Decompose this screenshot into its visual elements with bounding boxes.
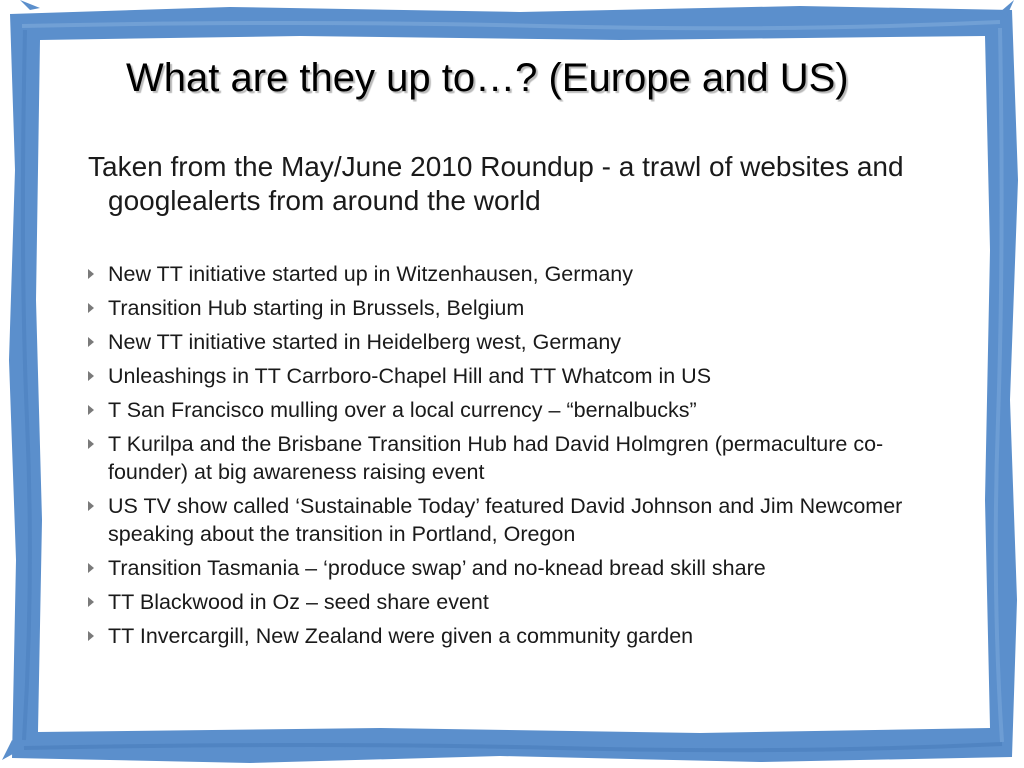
bullet-item [88, 492, 948, 548]
bullet-text: TT Blackwood in Oz – seed share event [108, 590, 489, 614]
triangle-right-icon [88, 269, 94, 279]
bullet-item [88, 588, 948, 616]
bullet-text: T Kurilpa and the Brisbane Transition Hub had David Holmgren (permaculture co-founder) at big awareness raising event [108, 432, 884, 484]
triangle-right-icon [88, 501, 94, 511]
bullet-text: Unleashings in TT Carrboro-Chapel Hill and TT Whatcom in US [108, 364, 712, 388]
bullet-item [88, 328, 948, 356]
bullet-text: TT Invercargill, New Zealand were given a community garden [108, 624, 694, 648]
bullet-item [88, 260, 948, 288]
intro-paragraph: Taken from the May/June 2010 Roundup - a trawl of websites and googlealerts from around the world [88, 151, 904, 216]
triangle-right-icon [88, 439, 94, 449]
bullet-item [88, 430, 948, 486]
triangle-right-icon [88, 631, 94, 641]
triangle-right-icon [88, 405, 94, 415]
slide-body [88, 150, 948, 656]
bullet-text: New TT initiative started in Heidelberg west, Germany [108, 330, 622, 354]
bullet-text: US TV show called ‘Sustainable Today’ featured David Johnson and Jim Newcomer speaking about the transition in Portland, Oregon [108, 494, 903, 546]
bullet-text: T San Francisco mulling over a local currency – “bernalbucks” [108, 398, 697, 422]
triangle-right-icon [88, 337, 94, 347]
bullet-item [88, 396, 948, 424]
slide-title: What are they up to…? (Europe and US) [126, 56, 849, 100]
triangle-right-icon [88, 303, 94, 313]
bullet-item [88, 294, 948, 322]
bullet-item [88, 362, 948, 390]
triangle-right-icon [88, 563, 94, 573]
bullet-item [88, 622, 948, 650]
bullet-list [88, 260, 948, 650]
bullet-text: Transition Tasmania – ‘produce swap’ and no-knead bread skill share [108, 556, 766, 580]
frame-paint-flick [20, 0, 40, 10]
bullet-text: New TT initiative started up in Witzenhausen, Germany [108, 262, 633, 286]
bullet-text: Transition Hub starting in Brussels, Belgium [108, 296, 525, 320]
triangle-right-icon [88, 371, 94, 381]
bullet-item [88, 554, 948, 582]
triangle-right-icon [88, 597, 94, 607]
